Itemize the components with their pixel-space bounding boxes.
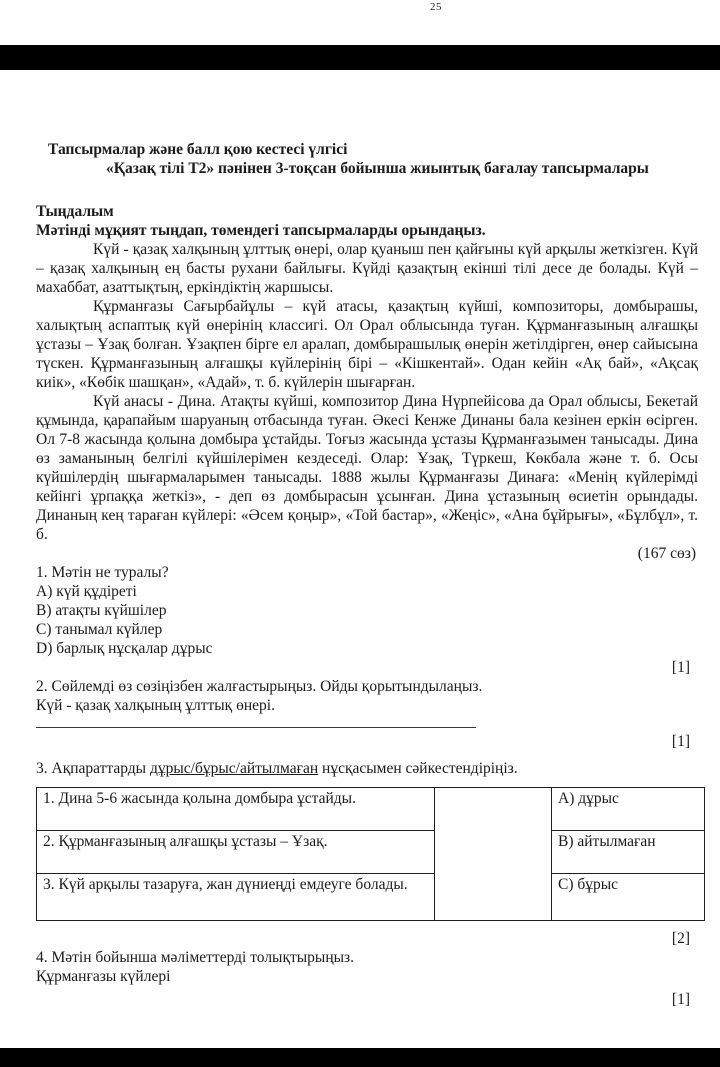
question-3-score: [2] xyxy=(671,930,690,947)
question-4-subject: Құрманғазы күйлері xyxy=(36,968,171,985)
question-4 xyxy=(36,948,698,1009)
option-cell-c: С) бұрыс xyxy=(552,874,705,921)
table-row xyxy=(37,874,705,921)
statement-cell-1: 1. Дина 5-6 жасында қолына домбыра ұстайды. xyxy=(37,788,435,831)
question-3-prompt-suffix: нұсқасымен сәйкестендіріңіз. xyxy=(318,760,518,777)
answer-write-cell xyxy=(435,788,552,921)
question-1-option-c: С) танымал күйлер xyxy=(36,621,163,638)
document-title: Тапсырмалар және балл қою кестесі үлгісі xyxy=(48,141,348,158)
question-3-prompt xyxy=(36,759,698,778)
word-count-note: (167 сөз) xyxy=(637,545,696,562)
text-paragraph: Құрманғазы Сағырбайұлы – күй атасы, қазақтың күйші, композиторы, домбырашы, халықтың аспаптық күй өнерінің классигі. Ол Орал облысында туған. Құрманғазының алғашқы ұстазы – Ұзақ болған. Ұзақпен бірге ел аралап, домбырашылық өнерін жетілдірген, өнер сайысына түскен. Құрманғазының алғашқы күйлерінің бірі – «Кішкентай». Одан кейін «Ақ бай», «Ақсақ киік», «Көбік шашқан», «Адай», т. б. күйлерін шығарған. xyxy=(36,298,698,391)
answer-blank-line xyxy=(36,717,476,728)
matching-table xyxy=(36,787,705,921)
statement-cell-3: 3. Күй арқылы тазаруға, жан дүниеңді емдеуге болады. xyxy=(37,874,435,921)
question-4-score: [1] xyxy=(671,991,690,1008)
table-row xyxy=(37,831,705,874)
question-2-score: [1] xyxy=(671,733,690,750)
question-2 xyxy=(36,677,698,751)
question-1 xyxy=(36,563,698,677)
question-3-prompt-prefix: 3. Ақпараттарды xyxy=(36,760,150,777)
option-cell-b: В) айтылмаған xyxy=(552,831,705,874)
text-paragraph: Күй анасы - Дина. Атақты күйші, композитор Дина Нүрпейісова да Орал облысы, Бекетай құмында, қарапайым шаруаның отбасында туған. Әкесі Кенже Динаны бала кезінен еркін өсірген. Ол 7-8 жасында қолына домбыра ұстайды. Тоғыз жасында ұстазы Құрманғазымен танысады. Дина өз заманының белгілі күйшілерімен кездеседі. Олар: Ұзақ, Түркеш, Көкбала және т. б. Осы күйшілердің шығармаларымен танысады. 1888 жылы Құрманғазы Динаға: «Менің күйлерімді кейінгі ұрпаққа жеткіз», - деп өз домбырасын ұсынған. Дина ұстазының өсиетін орындады. Динаның кең тараған күйлері: «Әсем қоңыр», «Той бастар», «Жеңіс», «Ана бұйрығы», «Бұлбұл», т. б. xyxy=(36,393,698,543)
question-4-prompt: 4. Мәтін бойынша мәліметтерді толықтырыңыз. xyxy=(36,949,355,966)
document-content xyxy=(36,140,698,1009)
question-1-prompt: 1. Мәтін не туралы? xyxy=(36,564,169,581)
question-1-option-a: А) күй құдіреті xyxy=(36,583,137,600)
question-1-option-d: D) барлық нұсқалар дұрыс xyxy=(36,640,213,657)
question-1-score: [1] xyxy=(671,659,690,676)
section-heading-listening: Тыңдалым xyxy=(36,203,114,220)
question-2-sentence: Күй - қазақ халқының ұлттық өнері. xyxy=(36,697,275,714)
question-3 xyxy=(36,759,698,948)
page-number: 25 xyxy=(430,1,442,13)
text-paragraph: Күй - қазақ халқының ұлттық өнері, олар қуаныш пен қайғыны күй арқылы жеткізген. Күй – қазақ халқының ең басты рухани байлығы. Күйді қазақтың екінші тілі десе де болады. Күй – махаббат, азаттықтың, еркіндіктің жаршысы. xyxy=(36,241,698,296)
statement-cell-2: 2. Құрманғазының алғашқы ұстазы – Ұзақ. xyxy=(37,831,435,874)
listening-instruction: Мәтінді мұқият тыңдап, төмендегі тапсырмаларды орындаңыз. xyxy=(36,222,486,239)
document-subtitle: «Қазақ тілі Т2» пәнінен 3-тоқсан бойынша жиынтық бағалау тапсырмалары xyxy=(106,160,649,177)
option-cell-a: А) дұрыс xyxy=(552,788,705,831)
top-black-bar xyxy=(0,45,720,70)
question-2-prompt: 2. Сөйлемді өз сөзіңізбен жалғастырыңыз. Ойды қорытындылаңыз. xyxy=(36,678,483,695)
table-row xyxy=(37,788,705,831)
question-3-underlined-terms: дұрыс/бұрыс/айтылмаған xyxy=(149,760,319,777)
question-1-option-b: В) атақты күйшілер xyxy=(36,602,167,619)
bottom-black-bar xyxy=(0,1048,720,1067)
